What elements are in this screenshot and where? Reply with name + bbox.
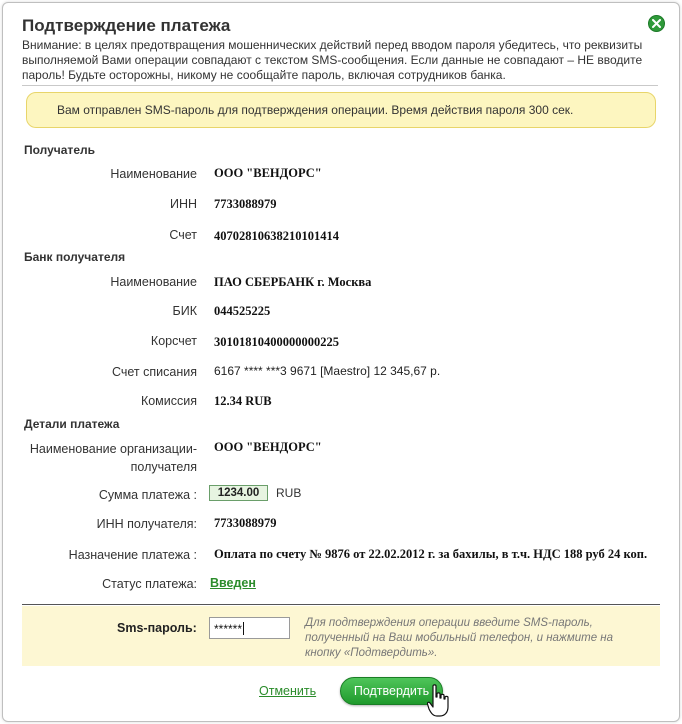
security-warning: Внимание: в целях предотвращения мошеннических действий перед вводом пароля убедитесь, что реквизиты выполняемой Вами операции совпадают с текстом SMS-сообщения. Если данные не совпадают – НЕ вводите пароль! Будьте осторожны, никому не сообщайте пароль, включая сотрудников банка. xyxy=(22,38,643,82)
recipient-name-value: ООО "ВЕНДОРС" xyxy=(214,166,322,180)
close-icon xyxy=(652,19,661,28)
recipient-inn2-label: ИНН получателя: xyxy=(96,517,197,531)
recipient-inn-label: ИНН xyxy=(169,197,197,211)
amount-label: Сумма платежа : xyxy=(98,488,197,502)
bank-corr-label: Корсчет xyxy=(150,334,197,348)
amount-currency: RUB xyxy=(276,486,302,500)
cancel-link[interactable]: Отменить xyxy=(259,684,317,698)
recipient-inn-value: 7733088979 xyxy=(214,197,277,211)
fee-label: Комиссия xyxy=(140,394,197,408)
sms-password-input[interactable] xyxy=(209,617,290,639)
bank-name-label: Наименование xyxy=(110,275,197,289)
text-caret xyxy=(243,622,244,635)
section-bank: Банк получателя xyxy=(24,250,126,264)
recipient-account-label: Счет xyxy=(169,228,197,242)
debit-account-value: 6167 **** ***3 9671 [Maestro] 12 345,67 р. xyxy=(214,364,441,378)
org-name-value: ООО "ВЕНДОРС" xyxy=(214,440,322,454)
status-label: Статус платежа: xyxy=(102,577,197,591)
amount-value: 1234.00 xyxy=(209,485,268,501)
fee-value: 12.34 RUB xyxy=(214,394,272,408)
bank-bik-value: 044525225 xyxy=(214,304,271,318)
sms-separator xyxy=(22,604,660,605)
section-recipient: Получатель xyxy=(24,143,95,157)
sms-sent-notice: Вам отправлен SMS-пароль для подтверждения операции. Время действия пароля 300 сек. xyxy=(26,92,656,128)
close-button[interactable] xyxy=(648,15,665,32)
debit-account-label: Счет списания xyxy=(112,365,197,379)
bank-name-value: ПАО СБЕРБАНК г. Москва xyxy=(214,275,372,289)
sms-password-value: ****** xyxy=(214,622,243,636)
org-name-label: Наименование организации-получателя xyxy=(29,442,197,474)
bank-bik-label: БИК xyxy=(172,304,197,318)
purpose-value: Оплата по счету № 9876 от 22.02.2012 г. за бахилы, в т.ч. НДС 188 руб 24 коп. xyxy=(214,547,648,561)
recipient-name-label: Наименование xyxy=(110,167,197,181)
divider xyxy=(22,85,658,86)
recipient-account-value: 40702810638210101414 xyxy=(214,229,339,243)
purpose-label: Назначение платежа : xyxy=(68,548,197,562)
recipient-inn2-value: 7733088979 xyxy=(214,516,277,530)
dialog-title: Подтверждение платежа xyxy=(22,16,231,35)
bank-corr-value: 30101810400000000225 xyxy=(214,335,339,349)
confirm-button[interactable]: Подтвердить xyxy=(340,677,443,705)
sms-hint: Для подтверждения операции введите SMS-пароль, полученный на Ваш мобильный телефон, и нажмите на кнопку «Подтвердить». xyxy=(305,617,614,659)
hand-cursor-icon xyxy=(427,684,449,718)
sms-password-label: Sms-пароль: xyxy=(117,621,197,635)
section-details: Детали платежа xyxy=(24,417,120,431)
status-link[interactable]: Введен xyxy=(210,576,256,590)
